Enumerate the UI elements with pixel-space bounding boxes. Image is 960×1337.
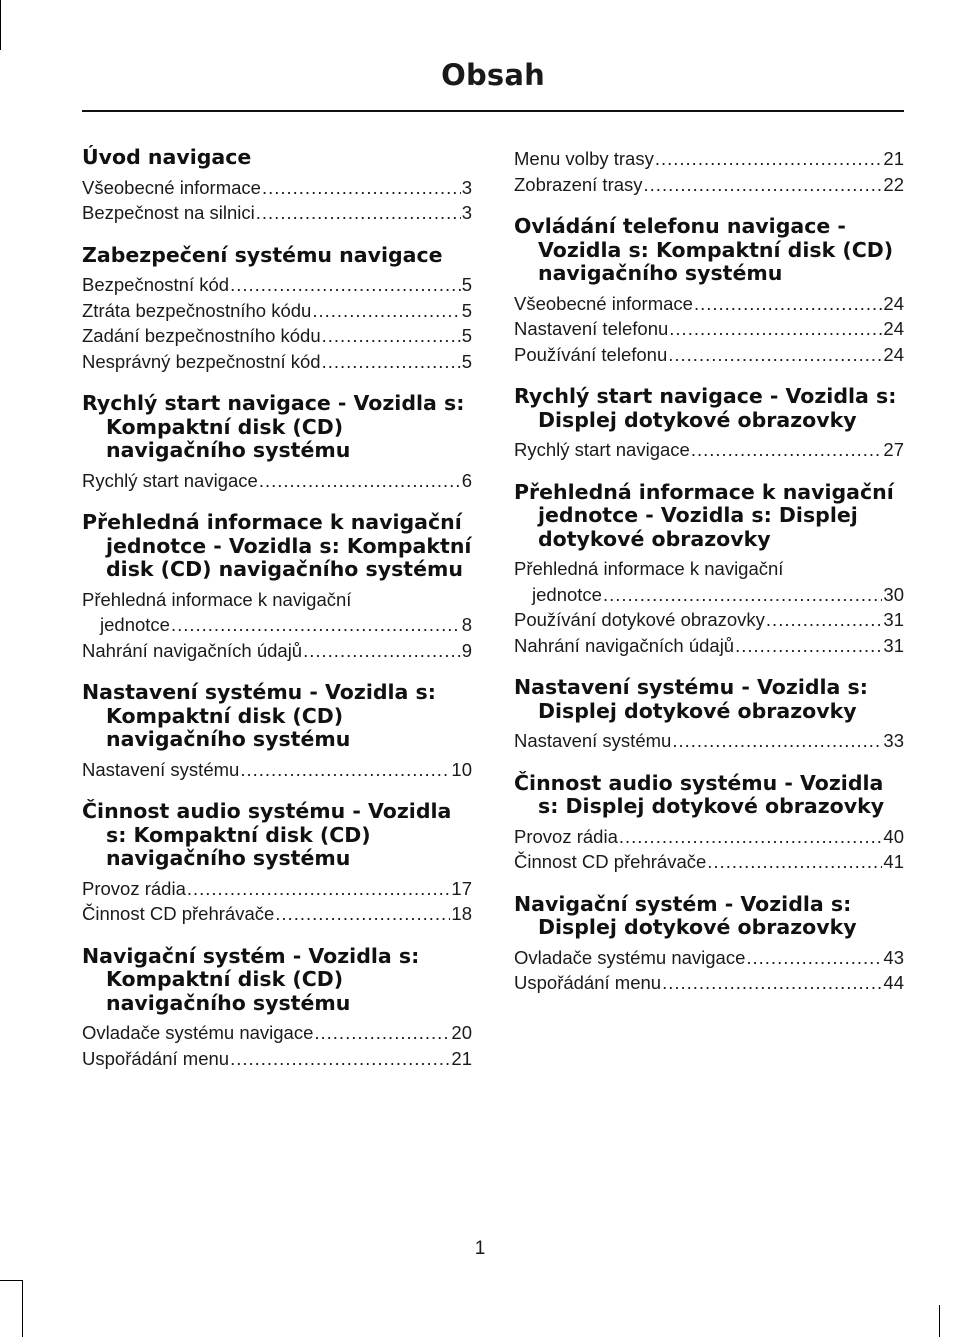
entry-title: Nastavení systému (514, 730, 672, 751)
entry-title: Uspořádání menu (82, 1047, 230, 1069)
entry-title: Nahrání navigačních údajů (82, 639, 303, 661)
section-title: Rychlý start navigace - Vozidla s: Kompaktní disk (CD) navigačního systému (82, 391, 465, 462)
crop-mark-top-left (0, 0, 1, 50)
dot-leader (655, 146, 883, 172)
toc-column-left (82, 146, 472, 1089)
dot-leader (259, 468, 461, 494)
toc-section (82, 511, 472, 663)
section-title: Úvod navigace (82, 145, 252, 169)
entry-page-number: 33 (883, 730, 904, 751)
toc-entry[interactable] (514, 633, 904, 659)
entry-page-number: 17 (451, 877, 472, 899)
dot-leader (619, 824, 883, 850)
toc-entry[interactable] (514, 970, 904, 996)
toc-entry[interactable] (514, 342, 904, 368)
entry-title: Činnost CD přehrávače (82, 903, 275, 924)
entry-title: Nahrání navigačních údajů (514, 634, 735, 656)
section-title: Přehledná informace k navigační jednotce - Vozidla s: Kompaktní disk (CD) navigačního systému (82, 510, 472, 581)
toc-entry[interactable] (82, 200, 472, 226)
entry-title: Činnost CD přehrávače (514, 851, 707, 872)
toc-entry[interactable] (82, 901, 472, 927)
entry-title: Bezpečnost na silnici (82, 202, 255, 223)
entry-page-number: 40 (883, 825, 904, 847)
dot-leader (691, 437, 883, 463)
toc-entry[interactable] (82, 323, 472, 349)
entry-title: Přehledná informace k navigační (82, 588, 352, 610)
toc-entry[interactable] (82, 1020, 472, 1046)
entry-page-number: 24 (883, 343, 904, 365)
entry-title: Nastavení telefonu (514, 318, 669, 339)
toc-section (514, 146, 904, 197)
toc-entry[interactable] (514, 437, 904, 463)
dot-leader (662, 970, 882, 996)
entry-page-number: 20 (451, 1022, 472, 1043)
entry-title: Ovladače systému navigace (82, 1022, 314, 1043)
toc-section (514, 481, 904, 659)
dot-leader (694, 291, 882, 317)
section-title: Navigační systém - Vozidla s: Kompaktní disk (CD) navigačního systému (82, 943, 420, 1015)
entry-page-number: 31 (883, 634, 904, 656)
entry-page-number: 43 (883, 946, 904, 968)
entry-title: Zobrazení trasy (514, 173, 643, 195)
dot-leader (746, 945, 882, 971)
entry-title: Používání dotykové obrazovky (514, 609, 765, 630)
dot-leader (669, 316, 882, 342)
entry-title: Používání telefonu (514, 343, 668, 365)
toc-entry[interactable] (514, 849, 904, 875)
dot-leader (735, 633, 882, 659)
dot-leader (230, 272, 461, 298)
toc-entries (514, 291, 904, 368)
dot-leader (303, 638, 461, 664)
toc-entries (82, 1020, 472, 1071)
dot-leader (766, 607, 883, 633)
page-number: 1 (474, 1238, 486, 1259)
dot-leader (603, 582, 882, 608)
section-title: Zabezpečení systému navigace (82, 242, 443, 267)
entry-title: Rychlý start navigace (514, 439, 690, 460)
section-title: Přehledná informace k navigační jednotce - Vozidla s: Displej dotykové obrazovky (514, 479, 894, 551)
crop-mark-bottom-right (939, 1305, 940, 1337)
entry-title: Nastavení systému (82, 758, 240, 780)
dot-leader (672, 728, 882, 754)
toc-entry[interactable] (514, 316, 904, 342)
section-title: Činnost audio systému - Vozidla s: Displej dotykové obrazovky (514, 770, 885, 818)
toc-entry[interactable] (82, 587, 472, 638)
toc-section (514, 772, 904, 875)
entry-title: Menu volby trasy (514, 148, 654, 169)
entry-page-number: 27 (883, 439, 904, 460)
section-title: Ovládání telefonu navigace - Vozidla s: Kompaktní disk (CD) navigačního systému (514, 214, 894, 285)
entry-title: Zadání bezpečnostního kódu (82, 325, 321, 346)
page-title: Obsah (441, 58, 545, 92)
toc-section (82, 392, 472, 493)
dot-leader (262, 175, 461, 201)
section-title: Činnost audio systému - Vozidla s: Kompaktní disk (CD) navigačního systému (82, 799, 452, 870)
dot-leader (230, 1046, 450, 1072)
toc-entries (514, 437, 904, 463)
crop-mark-bottom-left (22, 1280, 23, 1337)
toc-entry[interactable] (514, 728, 904, 754)
entry-title: Přehledná informace k navigační (514, 558, 784, 579)
toc-entries (82, 876, 472, 927)
toc-entry[interactable] (82, 876, 472, 902)
toc-entry[interactable] (82, 298, 472, 324)
entry-page-number: 5 (461, 274, 472, 295)
entry-title: Bezpečnostní kód (82, 274, 230, 295)
entry-page-number: 44 (883, 972, 904, 993)
entry-title-continued: jednotce (532, 583, 602, 605)
entry-page-number: 30 (883, 583, 904, 605)
toc-entries (82, 757, 472, 783)
toc-entries (514, 146, 904, 197)
dot-leader (187, 876, 451, 902)
entry-title-continued: jednotce (100, 614, 170, 635)
toc-entries (82, 175, 472, 226)
dot-leader (275, 901, 450, 927)
dot-leader (314, 1020, 450, 1046)
toc-entries (82, 272, 472, 374)
toc-column-right (514, 146, 904, 1014)
dot-leader (256, 200, 461, 226)
entry-page-number: 8 (461, 614, 472, 635)
toc-entry[interactable] (82, 638, 472, 664)
entry-title: Provoz rádia (514, 825, 618, 847)
entry-page-number: 24 (883, 318, 904, 339)
toc-entry[interactable] (514, 824, 904, 850)
entry-page-number: 5 (461, 350, 472, 372)
entry-page-number: 31 (883, 609, 904, 630)
entry-title: Ztráta bezpečnostního kódu (82, 299, 312, 321)
entry-page-number: 5 (461, 325, 472, 346)
toc-entry[interactable] (514, 146, 904, 172)
dot-leader (240, 757, 450, 783)
toc-entries (82, 587, 472, 664)
entry-page-number: 3 (461, 176, 472, 198)
section-title: Nastavení systému - Vozidla s: Kompaktní disk (CD) navigačního systému (82, 680, 436, 751)
dot-leader (171, 612, 461, 638)
entry-title: Provoz rádia (82, 877, 186, 899)
toc-section (82, 146, 472, 226)
entry-page-number: 9 (461, 639, 472, 661)
entry-page-number: 10 (451, 758, 472, 780)
entry-title: Ovladače systému navigace (514, 946, 746, 968)
toc-entries (514, 945, 904, 996)
entry-page-number: 6 (461, 469, 472, 491)
entry-page-number: 24 (883, 292, 904, 314)
entry-title: Uspořádání menu (514, 972, 662, 993)
entry-title: Rychlý start navigace (82, 469, 258, 491)
dot-leader (668, 342, 882, 368)
entry-title: Všeobecné informace (82, 176, 261, 198)
dot-leader (312, 298, 460, 324)
toc-section (82, 681, 472, 782)
section-title: Nastavení systému - Vozidla s: Displej dotykové obrazovky (514, 675, 868, 723)
toc-entry[interactable] (514, 172, 904, 198)
toc-section (82, 244, 472, 375)
dot-leader (644, 172, 883, 198)
toc-section (514, 385, 904, 463)
dot-leader (707, 849, 882, 875)
entry-title: Nesprávný bezpečnostní kód (82, 350, 321, 372)
toc-section (82, 800, 472, 927)
entry-page-number: 5 (461, 299, 472, 321)
toc-entry[interactable] (82, 757, 472, 783)
toc-entry[interactable] (514, 945, 904, 971)
toc-section (514, 215, 904, 367)
page-header (82, 58, 904, 92)
toc-entries (514, 728, 904, 754)
toc-section (514, 676, 904, 754)
toc-entry[interactable] (82, 1046, 472, 1072)
toc-entry[interactable] (82, 175, 472, 201)
entry-page-number: 21 (883, 148, 904, 169)
entry-page-number: 21 (451, 1047, 472, 1069)
toc-entry[interactable] (82, 349, 472, 375)
toc-entry[interactable] (514, 291, 904, 317)
crop-mark-bottom-left-h (0, 1280, 22, 1281)
toc-entries (514, 824, 904, 875)
section-title: Navigační systém - Vozidla s: Displej dotykové obrazovky (514, 891, 857, 939)
entry-page-number: 22 (883, 173, 904, 195)
toc-section (514, 893, 904, 996)
toc-entry[interactable] (514, 607, 904, 633)
header-rule (82, 110, 904, 112)
toc-section (82, 945, 472, 1072)
section-title: Rychlý start navigace - Vozidla s: Displej dotykové obrazovky (514, 384, 897, 432)
toc-entry[interactable] (82, 272, 472, 298)
entry-page-number: 3 (461, 202, 472, 223)
entry-page-number: 18 (451, 903, 472, 924)
entry-title: Všeobecné informace (514, 292, 693, 314)
entry-page-number: 41 (883, 851, 904, 872)
toc-entries (514, 556, 904, 658)
toc-entry[interactable] (82, 468, 472, 494)
dot-leader (322, 323, 461, 349)
toc-entries (82, 468, 472, 494)
dot-leader (322, 349, 461, 375)
toc-entry[interactable] (514, 556, 904, 607)
